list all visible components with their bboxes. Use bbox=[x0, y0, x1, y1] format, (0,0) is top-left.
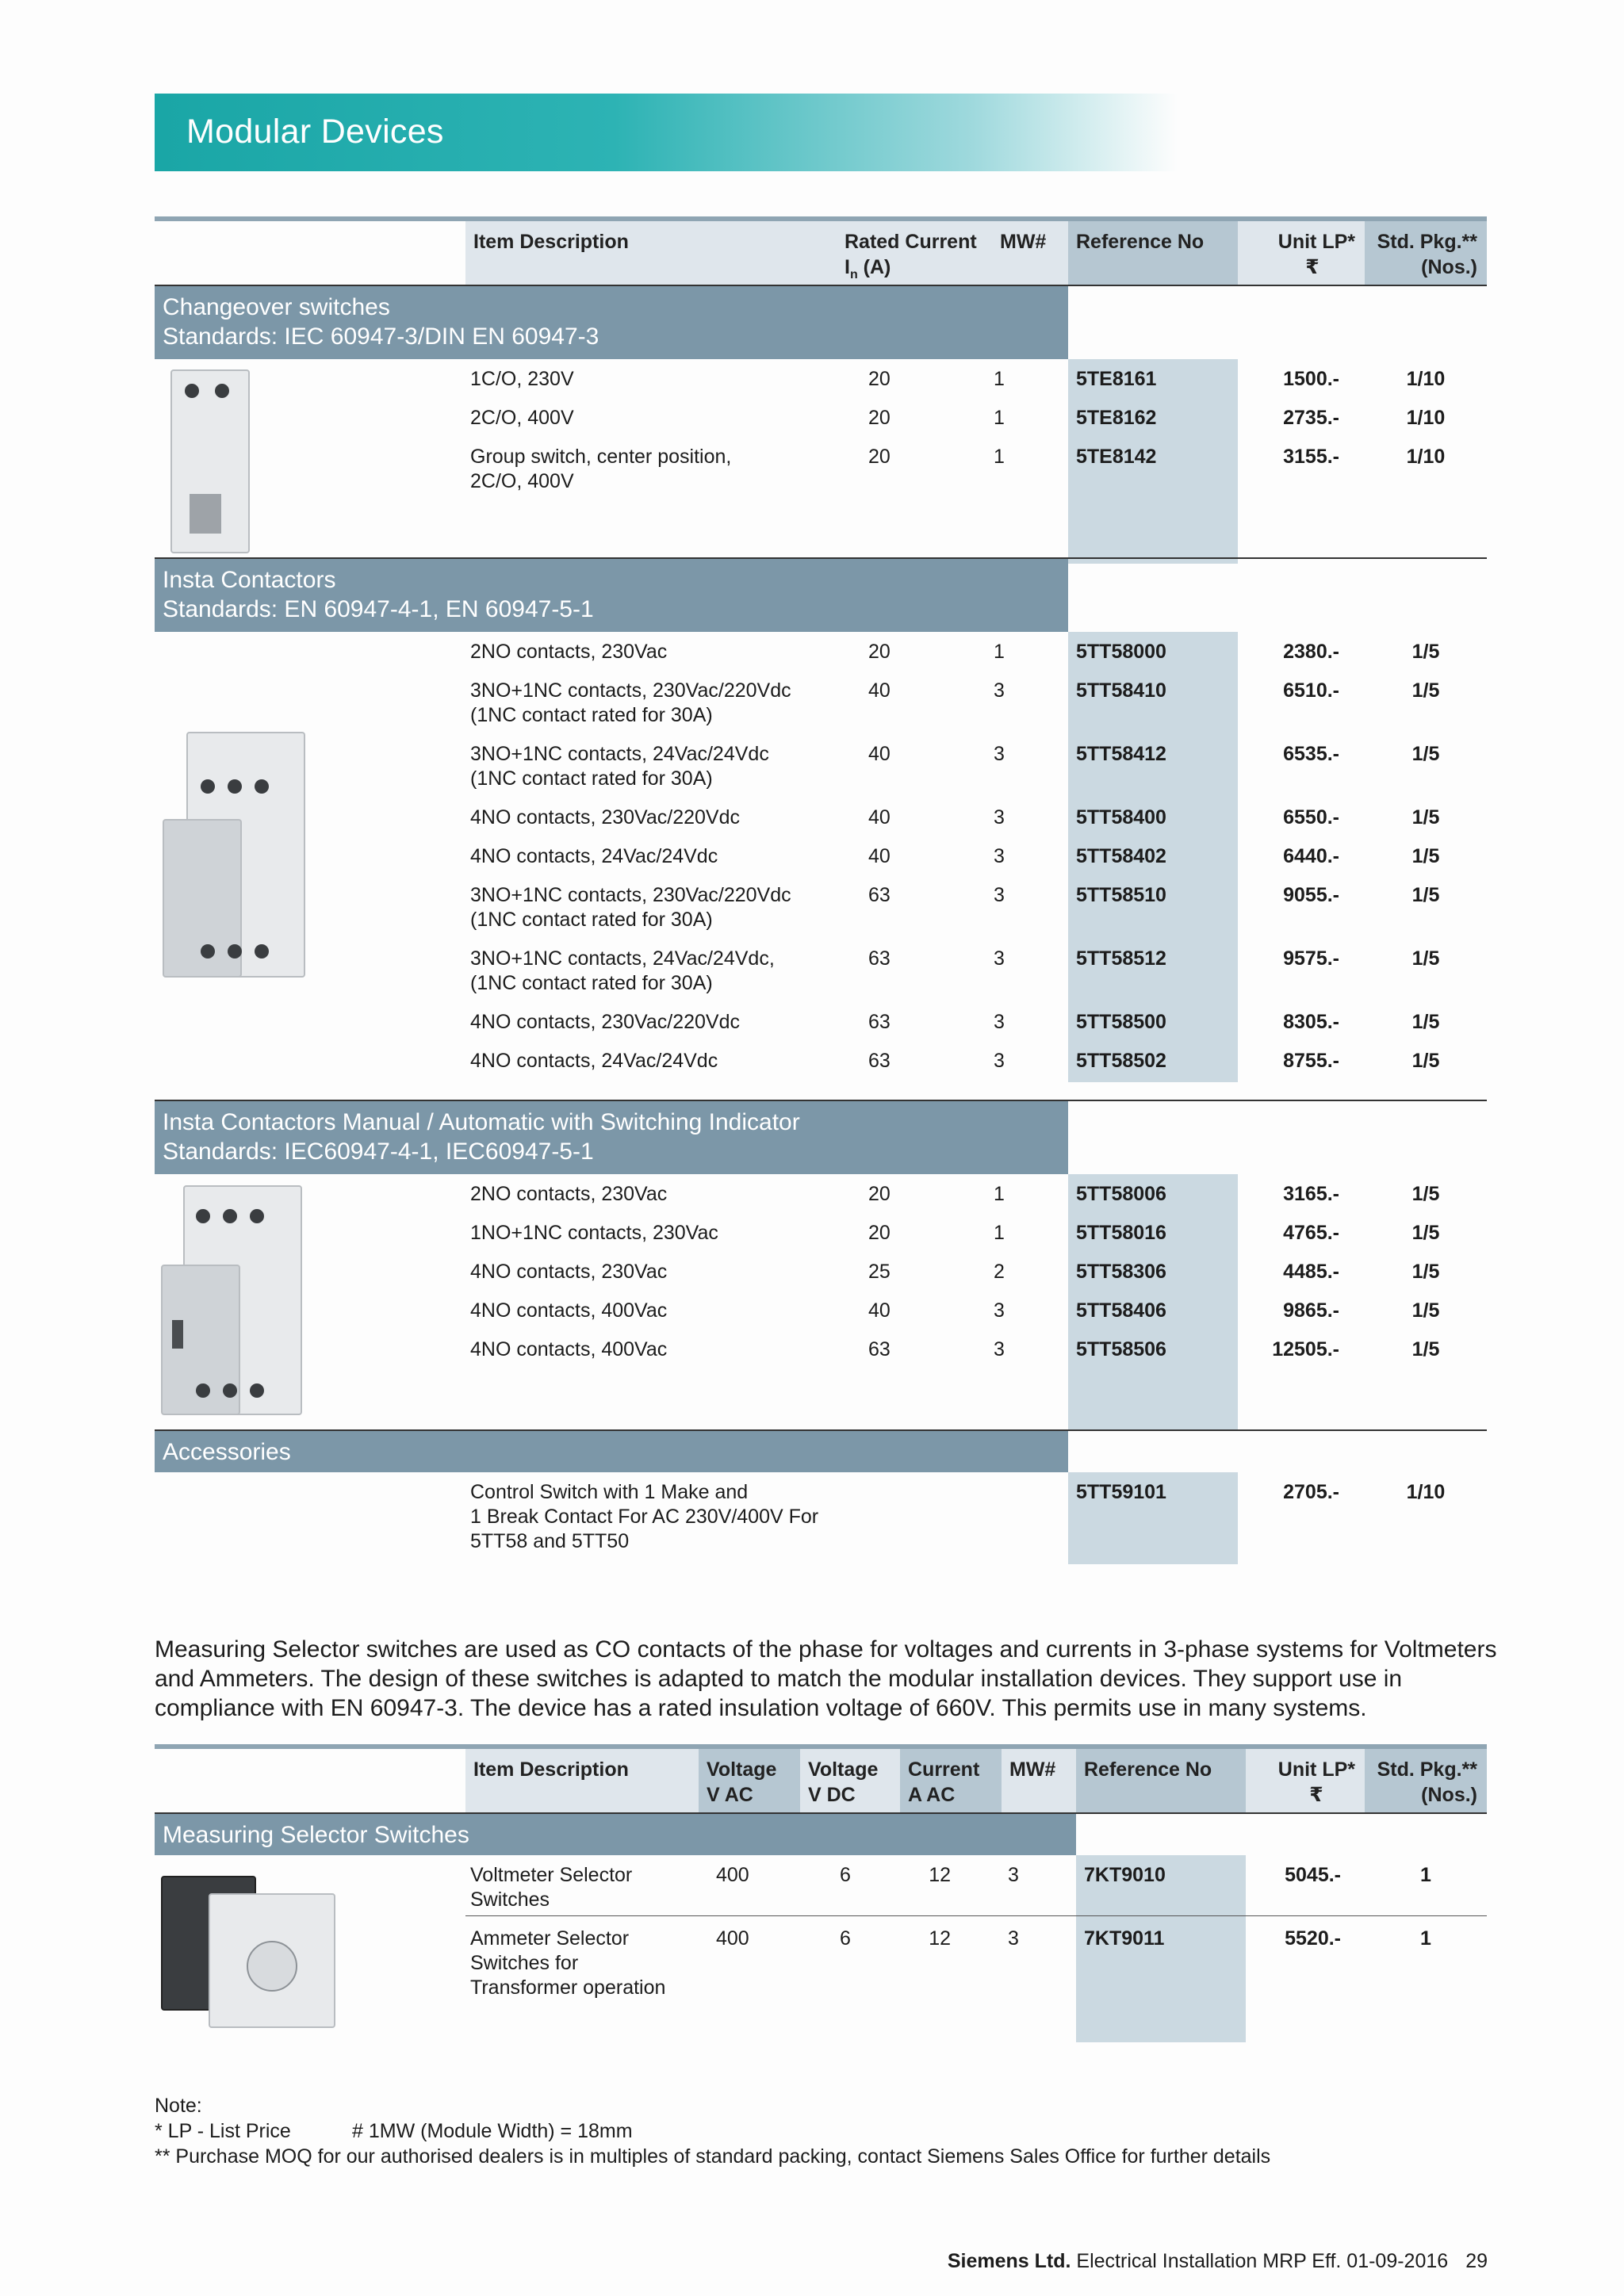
item-description: 4NO contacts, 24Vac/24Vdc bbox=[470, 845, 718, 867]
header-label: Std. Pkg.** bbox=[1377, 231, 1477, 253]
note-label: Note: bbox=[155, 2095, 202, 2117]
module-width: 3 bbox=[994, 845, 1005, 867]
rated-current: 40 bbox=[868, 845, 891, 867]
reference-no: 5TT58402 bbox=[1076, 845, 1166, 867]
header-label: (Nos.) bbox=[1421, 256, 1477, 278]
item-description-line2: (1NC contact rated for 30A) bbox=[470, 972, 713, 994]
note-mw: # 1MW (Module Width) = 18mm bbox=[352, 2120, 633, 2142]
item-description: 2NO contacts, 230Vac bbox=[470, 1183, 668, 1205]
item-description: 4NO contacts, 230Vac/220Vdc bbox=[470, 1011, 741, 1033]
rated-current: 63 bbox=[868, 947, 891, 970]
rated-current: 20 bbox=[868, 446, 891, 468]
section-title: Measuring Selector Switches bbox=[163, 1822, 469, 1848]
description-paragraph: Measuring Selector switches are used as CO contacts of the phase for voltages and currents in 3-phase systems for Voltmeters and Ammeters. The design of these switches is adapted to match the modular installation devices. They support use in compliance with EN 60947-3. The device has a rated insulation voltage of 660V. This permits use in many systems. bbox=[155, 1636, 1497, 1721]
reference-no: 5TE8161 bbox=[1076, 368, 1157, 390]
header-std-pkg bbox=[1365, 221, 1487, 286]
header-label: (Nos.) bbox=[1421, 1784, 1477, 1806]
module-width: 3 bbox=[994, 743, 1005, 765]
item-description: 1C/O, 230V bbox=[470, 368, 574, 390]
rated-current: 20 bbox=[868, 368, 891, 390]
terminal-icon bbox=[196, 1209, 210, 1223]
module-width: 1 bbox=[994, 407, 1005, 429]
item-description-line2: 1 Break Contact For AC 230V/400V For bbox=[470, 1506, 819, 1528]
item-description-line2: (1NC contact rated for 30A) bbox=[470, 909, 713, 931]
header-current bbox=[900, 1749, 1002, 1814]
header-label: A AC bbox=[908, 1784, 956, 1806]
footer-company: Siemens Ltd. bbox=[947, 2250, 1071, 2272]
rated-current: 20 bbox=[868, 1222, 891, 1244]
manual-switch-icon bbox=[172, 1320, 183, 1349]
item-description: 3NO+1NC contacts, 230Vac/220Vdc bbox=[470, 884, 791, 906]
rated-current: 20 bbox=[868, 641, 891, 663]
reference-no: 5TT58506 bbox=[1076, 1338, 1166, 1360]
header-voltage-ac bbox=[699, 1749, 800, 1814]
rated-current: 20 bbox=[868, 407, 891, 429]
terminal-icon bbox=[255, 944, 269, 959]
header-item-description bbox=[465, 221, 837, 286]
std-package: 1/10 bbox=[1406, 407, 1446, 429]
terminal-icon bbox=[185, 384, 199, 398]
selector-knob-icon bbox=[247, 1941, 297, 1992]
unit-list-price: 6550.- bbox=[1283, 806, 1339, 828]
voltage-ac: 400 bbox=[716, 1927, 749, 1950]
rated-current: 40 bbox=[868, 743, 891, 765]
unit-list-price: 8755.- bbox=[1283, 1050, 1339, 1072]
item-description-line2: Switches bbox=[470, 1888, 550, 1911]
row-divider bbox=[465, 1915, 1487, 1916]
item-description-line3: Transformer operation bbox=[470, 1976, 666, 1999]
module-width: 1 bbox=[994, 1183, 1005, 1205]
header-mw bbox=[1002, 1749, 1076, 1814]
item-description: 4NO contacts, 230Vac/220Vdc bbox=[470, 806, 741, 828]
page-title: Modular Devices bbox=[186, 113, 444, 151]
header-reference-no bbox=[1068, 221, 1238, 286]
std-package: 1/5 bbox=[1411, 1222, 1440, 1244]
header-label: MW# bbox=[1009, 1758, 1056, 1781]
item-description-line3: 5TT58 and 5TT50 bbox=[470, 1530, 630, 1552]
item-description: 4NO contacts, 230Vac bbox=[470, 1261, 668, 1283]
std-package: 1/5 bbox=[1411, 1183, 1440, 1205]
note-moq: ** Purchase MOQ for our authorised dealers is in multiples of standard packing, contact Siemens Sales Office for further details bbox=[155, 2145, 1271, 2168]
rated-current: 63 bbox=[868, 1050, 891, 1072]
module-width: 3 bbox=[994, 947, 1005, 970]
rupee-symbol: ₹ bbox=[1305, 256, 1320, 278]
std-package: 1 bbox=[1420, 1927, 1431, 1950]
module-width: 1 bbox=[994, 641, 1005, 663]
std-package: 1/5 bbox=[1411, 679, 1440, 702]
module-width: 3 bbox=[994, 679, 1005, 702]
price-table-modular-devices bbox=[155, 216, 1487, 1564]
terminal-icon bbox=[201, 779, 215, 794]
header-label: Voltage bbox=[808, 1758, 879, 1781]
section-header-accessories bbox=[155, 1431, 1068, 1472]
terminal-icon bbox=[250, 1383, 264, 1398]
item-description: Voltmeter Selector bbox=[470, 1864, 633, 1886]
std-package: 1/10 bbox=[1406, 368, 1446, 390]
header-item-description bbox=[465, 1749, 699, 1814]
module-width: 3 bbox=[1008, 1927, 1019, 1950]
terminal-icon bbox=[228, 779, 242, 794]
std-package: 1/5 bbox=[1411, 1261, 1440, 1283]
header-rated-current bbox=[837, 221, 992, 286]
reference-no: 5TT59101 bbox=[1076, 1481, 1166, 1503]
insta-contactor-manual-image bbox=[161, 1185, 304, 1423]
module-width: 3 bbox=[1008, 1864, 1019, 1886]
header-label: Item Description bbox=[473, 231, 629, 253]
std-package: 1/10 bbox=[1406, 446, 1446, 468]
rated-current: 63 bbox=[868, 884, 891, 906]
section-header-changeover bbox=[155, 286, 1068, 359]
header-label: Current bbox=[908, 1758, 980, 1781]
header-reference-no bbox=[1076, 1749, 1246, 1814]
current-ac: 12 bbox=[929, 1864, 951, 1886]
item-description: 3NO+1NC contacts, 24Vac/24Vdc, bbox=[470, 947, 775, 970]
reference-no: 5TT58510 bbox=[1076, 884, 1166, 906]
note-lp: * LP - List Price bbox=[155, 2120, 291, 2142]
std-package: 1/10 bbox=[1406, 1481, 1446, 1503]
std-package: 1/5 bbox=[1411, 743, 1440, 765]
module-width: 3 bbox=[994, 1299, 1005, 1322]
module-width: 2 bbox=[994, 1261, 1005, 1283]
rupee-symbol: ₹ bbox=[1309, 1784, 1323, 1806]
page-footer bbox=[948, 2250, 1488, 2273]
reference-no: 5TT58000 bbox=[1076, 641, 1166, 663]
reference-no: 5TT58512 bbox=[1076, 947, 1166, 970]
header-label: Std. Pkg.** bbox=[1377, 1758, 1477, 1781]
terminal-icon bbox=[215, 384, 229, 398]
terminal-icon bbox=[255, 779, 269, 794]
reference-no: 7KT9010 bbox=[1084, 1864, 1166, 1886]
header-label: Reference No bbox=[1084, 1758, 1212, 1781]
header-label: V AC bbox=[707, 1784, 753, 1806]
reference-no: 5TT58006 bbox=[1076, 1183, 1166, 1205]
module-width: 3 bbox=[994, 1050, 1005, 1072]
std-package: 1/5 bbox=[1411, 947, 1440, 970]
item-description: Control Switch with 1 Make and bbox=[470, 1481, 749, 1503]
footer-text: Electrical Installation MRP Eff. 01-09-2016 bbox=[1071, 2250, 1449, 2272]
header-unit: (A) bbox=[857, 256, 891, 278]
module-width: 1 bbox=[994, 1222, 1005, 1244]
header-label: Reference No bbox=[1076, 231, 1205, 253]
unit-list-price: 3165.- bbox=[1283, 1183, 1339, 1205]
module-width: 3 bbox=[994, 806, 1005, 828]
item-description-line2: (1NC contact rated for 30A) bbox=[470, 704, 713, 726]
unit-list-price: 1500.- bbox=[1283, 368, 1339, 390]
std-package: 1/5 bbox=[1411, 806, 1440, 828]
rated-current: 40 bbox=[868, 1299, 891, 1322]
terminal-icon bbox=[223, 1383, 237, 1398]
reference-no: 5TT58400 bbox=[1076, 806, 1166, 828]
header-symbol: I bbox=[845, 256, 850, 278]
reference-no: 5TT58410 bbox=[1076, 679, 1166, 702]
unit-list-price: 2380.- bbox=[1283, 641, 1339, 663]
item-description: 4NO contacts, 400Vac bbox=[470, 1299, 668, 1322]
unit-list-price: 12505.- bbox=[1272, 1338, 1339, 1360]
item-description: Group switch, center position, bbox=[470, 446, 732, 468]
terminal-icon bbox=[250, 1209, 264, 1223]
unit-list-price: 5520.- bbox=[1285, 1927, 1341, 1950]
current-ac: 12 bbox=[929, 1927, 951, 1950]
std-package: 1 bbox=[1420, 1864, 1431, 1886]
reference-no: 7KT9011 bbox=[1084, 1927, 1165, 1950]
reference-no: 5TT58500 bbox=[1076, 1011, 1166, 1033]
unit-list-price: 9865.- bbox=[1283, 1299, 1339, 1322]
rated-current: 20 bbox=[868, 1183, 891, 1205]
item-description: 4NO contacts, 24Vac/24Vdc bbox=[470, 1050, 718, 1072]
terminal-icon bbox=[196, 1383, 210, 1398]
item-description-line2: 2C/O, 400V bbox=[470, 470, 574, 492]
section-title: Insta Contactors bbox=[163, 567, 336, 593]
rated-current: 40 bbox=[868, 679, 891, 702]
reference-no: 5TT58406 bbox=[1076, 1299, 1166, 1322]
section-title: Changeover switches bbox=[163, 294, 390, 320]
measuring-selector-switch-image bbox=[161, 1862, 351, 2036]
item-description: 2NO contacts, 230Vac bbox=[470, 641, 668, 663]
page-number: 29 bbox=[1465, 2250, 1488, 2272]
header-label: Unit LP* bbox=[1277, 231, 1355, 253]
terminal-icon bbox=[223, 1209, 237, 1223]
header-label: Unit LP* bbox=[1277, 1758, 1355, 1781]
unit-list-price: 8305.- bbox=[1283, 1011, 1339, 1033]
header-label: MW# bbox=[1000, 231, 1047, 253]
changeover-switch-image bbox=[163, 363, 282, 561]
section-standards: Standards: EN 60947-4-1, EN 60947-5-1 bbox=[163, 596, 594, 622]
insta-contactor-image bbox=[163, 732, 321, 985]
unit-list-price: 3155.- bbox=[1283, 446, 1339, 468]
module-width: 3 bbox=[994, 884, 1005, 906]
section-standards: Standards: IEC 60947-3/DIN EN 60947-3 bbox=[163, 323, 599, 350]
reference-no: 5TT58412 bbox=[1076, 743, 1166, 765]
module-width: 1 bbox=[994, 446, 1005, 468]
header-label: Rated Current bbox=[845, 231, 977, 253]
unit-list-price: 5045.- bbox=[1285, 1864, 1341, 1886]
header-mw bbox=[992, 221, 1068, 286]
price-table-measuring-selector bbox=[155, 1744, 1487, 2045]
item-description-line2: (1NC contact rated for 30A) bbox=[470, 767, 713, 790]
voltage-ac: 400 bbox=[716, 1864, 749, 1886]
header-unit-lp bbox=[1246, 1749, 1365, 1814]
unit-list-price: 9575.- bbox=[1283, 947, 1339, 970]
section-header-insta-contactors-manual bbox=[155, 1101, 1068, 1174]
rated-current: 63 bbox=[868, 1011, 891, 1033]
std-package: 1/5 bbox=[1411, 1050, 1440, 1072]
section-header-insta-contactors bbox=[155, 559, 1068, 632]
item-description: 1NO+1NC contacts, 230Vac bbox=[470, 1222, 718, 1244]
section-title: Insta Contactors Manual / Automatic with Switching Indicator bbox=[163, 1109, 800, 1135]
std-package: 1/5 bbox=[1411, 1011, 1440, 1033]
std-package: 1/5 bbox=[1411, 1299, 1440, 1322]
unit-list-price: 6510.- bbox=[1283, 679, 1339, 702]
reference-no: 5TE8162 bbox=[1076, 407, 1157, 429]
header-label: Voltage bbox=[707, 1758, 777, 1781]
unit-list-price: 4485.- bbox=[1283, 1261, 1339, 1283]
unit-list-price: 6440.- bbox=[1283, 845, 1339, 867]
rated-current: 40 bbox=[868, 806, 891, 828]
item-description-line2: Switches for bbox=[470, 1952, 579, 1974]
terminal-icon bbox=[228, 944, 242, 959]
module-width: 3 bbox=[994, 1338, 1005, 1360]
unit-list-price: 6535.- bbox=[1283, 743, 1339, 765]
header-unit-lp bbox=[1238, 221, 1365, 286]
section-title: Accessories bbox=[163, 1439, 291, 1465]
module-width: 3 bbox=[994, 1011, 1005, 1033]
header-std-pkg bbox=[1365, 1749, 1487, 1814]
std-package: 1/5 bbox=[1411, 884, 1440, 906]
voltage-dc: 6 bbox=[840, 1927, 851, 1950]
header-label-unit bbox=[845, 254, 992, 288]
header-label: Item Description bbox=[473, 1758, 629, 1781]
reference-no: 5TT58502 bbox=[1076, 1050, 1166, 1072]
unit-list-price: 2735.- bbox=[1283, 407, 1339, 429]
voltage-dc: 6 bbox=[840, 1864, 851, 1886]
header-subscript: n bbox=[849, 268, 858, 281]
rated-current: 25 bbox=[868, 1261, 891, 1283]
item-description: 4NO contacts, 400Vac bbox=[470, 1338, 668, 1360]
header-voltage-dc bbox=[800, 1749, 900, 1814]
reference-no: 5TT58016 bbox=[1076, 1222, 1166, 1244]
section-standards: Standards: IEC60947-4-1, IEC60947-5-1 bbox=[163, 1138, 594, 1165]
item-description: Ammeter Selector bbox=[470, 1927, 630, 1950]
std-package: 1/5 bbox=[1411, 1338, 1440, 1360]
section-header-measuring-selector bbox=[155, 1814, 1076, 1855]
section-banner bbox=[155, 94, 1178, 171]
item-description: 3NO+1NC contacts, 230Vac/220Vdc bbox=[470, 679, 791, 702]
unit-list-price: 2705.- bbox=[1283, 1481, 1339, 1503]
std-package: 1/5 bbox=[1411, 641, 1440, 663]
switch-toggle-icon bbox=[190, 494, 221, 534]
unit-list-price: 4765.- bbox=[1283, 1222, 1339, 1244]
terminal-icon bbox=[201, 944, 215, 959]
unit-list-price: 9055.- bbox=[1283, 884, 1339, 906]
header-label: V DC bbox=[808, 1784, 856, 1806]
module-width: 1 bbox=[994, 368, 1005, 390]
item-description: 2C/O, 400V bbox=[470, 407, 574, 429]
reference-no: 5TT58306 bbox=[1076, 1261, 1166, 1283]
reference-no: 5TE8142 bbox=[1076, 446, 1157, 468]
rated-current: 63 bbox=[868, 1338, 891, 1360]
item-description: 3NO+1NC contacts, 24Vac/24Vdc bbox=[470, 743, 769, 765]
std-package: 1/5 bbox=[1411, 845, 1440, 867]
